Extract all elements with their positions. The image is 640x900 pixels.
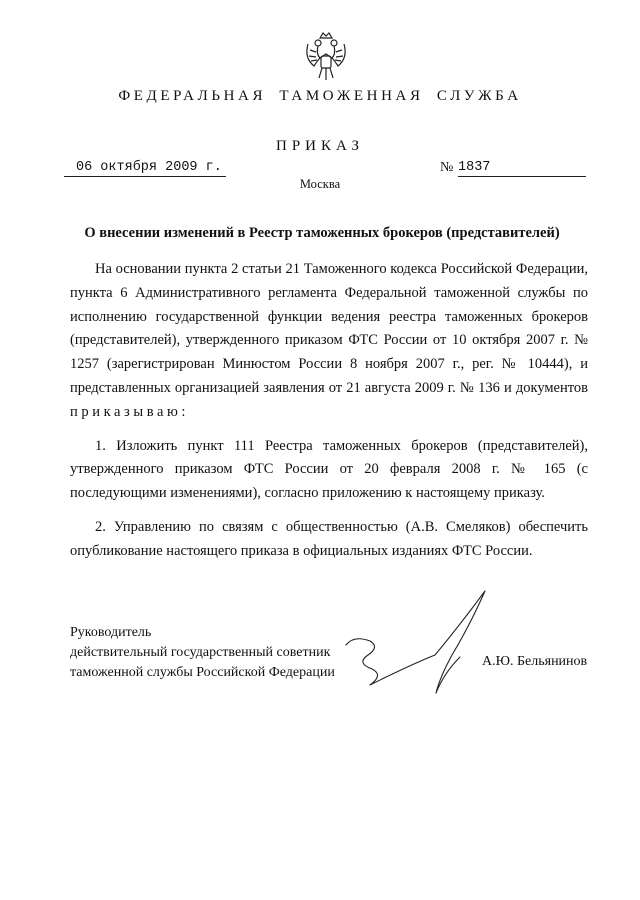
order-item-2: 2. Управлению по связям с общественностью (А.В. Смеляков) обеспечить опубликование настоящего приказа в официальных изданиях ФТС России. <box>70 518 588 559</box>
document-type: ПРИКАЗ <box>276 138 364 154</box>
handwritten-signature <box>340 585 490 705</box>
order-number-label: № <box>440 160 454 175</box>
order-item-1: 1. Изложить пункт 111 Реестра таможенных брокеров (представителей), утвержденного приказом ФТС России от 20 февраля 2008 г. № 165 (с последующими изменениями), согласно приложению к настоящему приказу. <box>70 437 588 502</box>
order-subject: О внесении изменений в Реестр таможенных брокеров (представителей) <box>84 225 560 241</box>
city: Москва <box>299 177 341 191</box>
order-body <box>70 258 588 564</box>
position-line-1: Руководитель <box>70 625 152 640</box>
position-line-2: действительный государственный советник <box>70 645 331 660</box>
order-date: 06 октября 2009 г. <box>64 160 226 177</box>
directive-text: приказываю: <box>70 403 190 420</box>
signatory-name: А.Ю. Бельянинов <box>482 654 588 669</box>
agency-name: ФЕДЕРАЛЬНАЯ ТАМОЖЕННАЯ СЛУЖБА <box>118 88 522 104</box>
preamble-paragraph <box>70 258 588 425</box>
signatory-position <box>70 623 335 683</box>
preamble-text: На основании пункта 2 статьи 21 Таможенного кодекса Российской Федерации, пункта 6 Административного регламента Федеральной таможенной службы по исполнению государственной функции ведения реестра таможенных брокеров (представителей), утвержденного приказом ФТС России от 10 октября 2007 г. № 1257 (зарегистрирован Минюстом России 8 ноября 2007 г., рег. № 10444), и представленных организацией заявления от 21 августа 2009 г. № 136 и документов <box>70 261 588 396</box>
position-line-3: таможенной службы Российской Федерации <box>70 665 335 680</box>
order-number: 1837 <box>458 160 586 177</box>
coat-of-arms-emblem <box>302 30 350 84</box>
